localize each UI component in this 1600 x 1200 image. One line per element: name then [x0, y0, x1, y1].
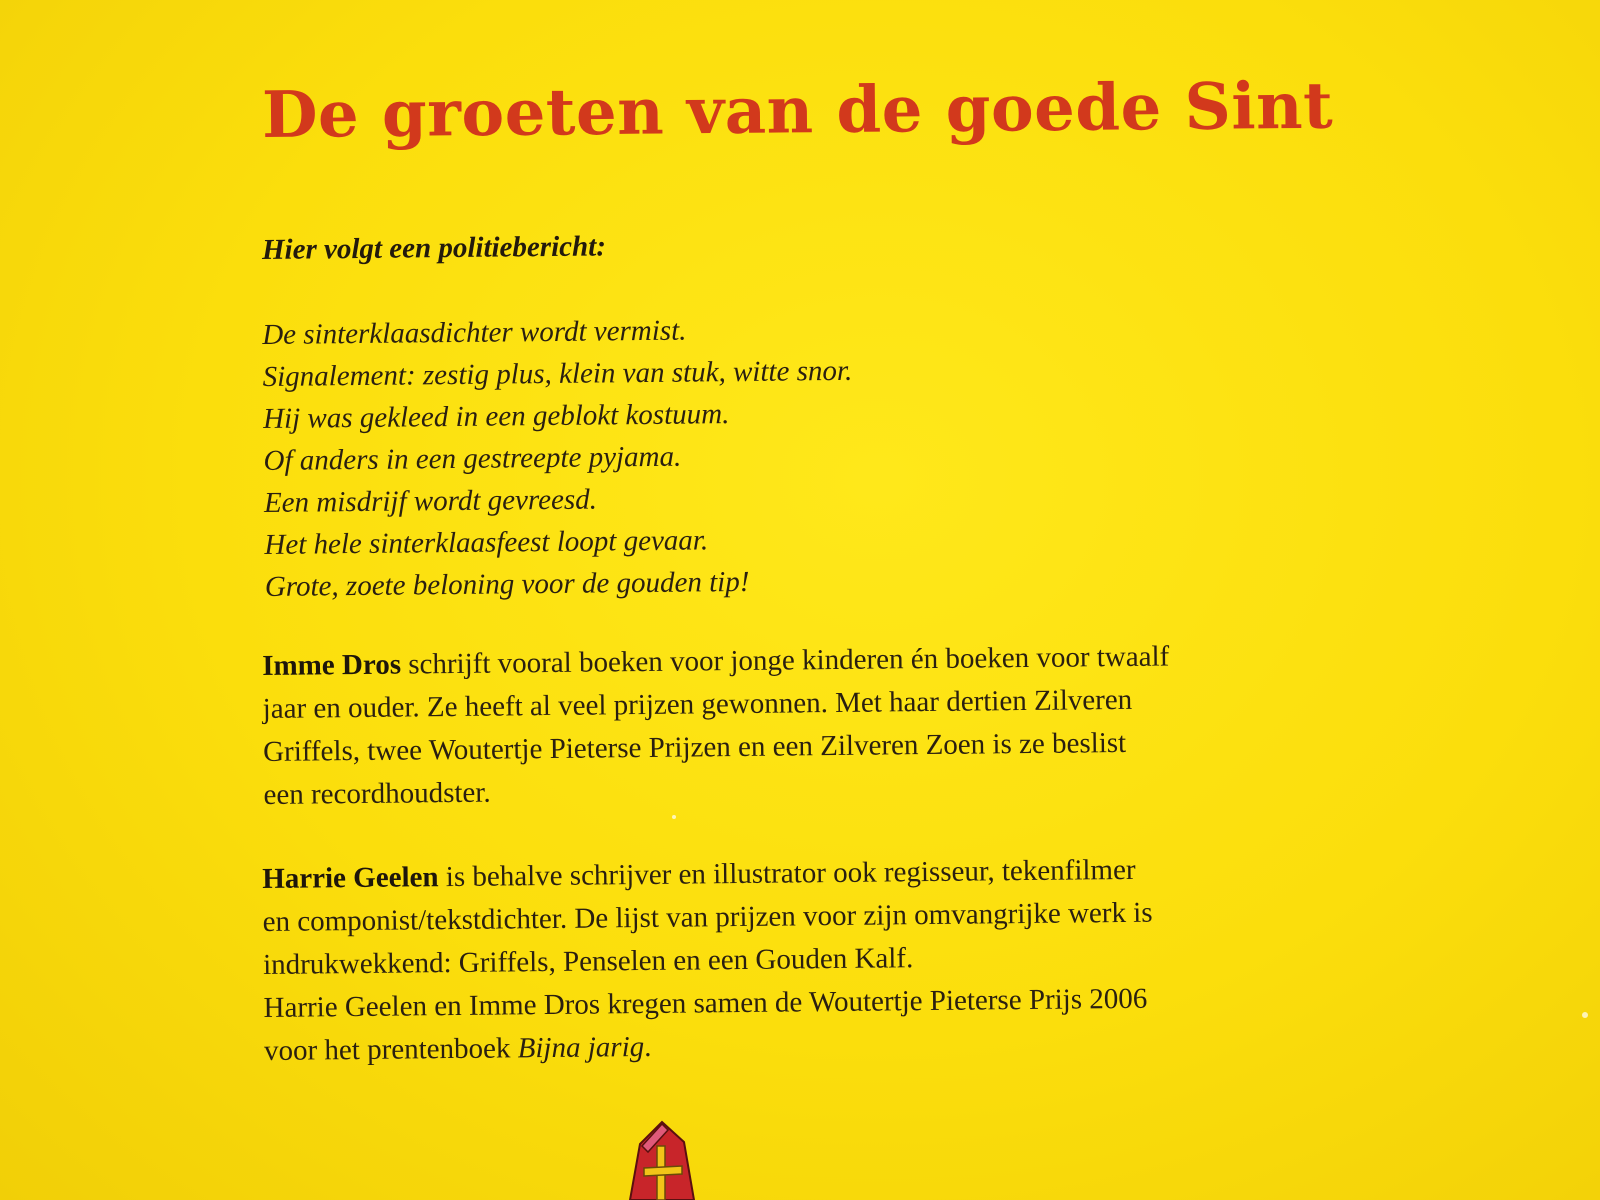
bio-text: .	[643, 1030, 652, 1064]
paper-speck	[1582, 1012, 1588, 1018]
poem-line: Of anders in een gestreepte pyjama.	[263, 440, 682, 477]
author-name: Harrie Geelen	[262, 861, 439, 895]
paper-speck	[672, 815, 676, 819]
bio-line: jaar en ouder. Ze heeft al veel prijzen gewonnen. Met haar dertien Zilveren	[262, 683, 1133, 725]
intro-line: Hier volgt een politiebericht:	[261, 230, 607, 266]
bio-line: indrukwekkend: Griffels, Penselen en een Gouden Kalf.	[262, 942, 914, 981]
bio-text: schrijft vooral boeken voor jonge kinderen én boeken voor twaalf	[400, 640, 1170, 681]
poem-line: Signalement: zestig plus, klein van stuk, witte snor.	[262, 354, 853, 393]
bio-line: Griffels, twee Woutertje Pieterse Prijzen en een Zilveren Zoen is ze beslist	[262, 726, 1127, 768]
page-title: De groeten van de goede Sint	[261, 68, 1334, 153]
mitre-illustration	[622, 1116, 712, 1200]
author-bio-imme-dros	[262, 633, 1364, 817]
poem-line: Het hele sinterklaasfeest loopt gevaar.	[264, 524, 709, 561]
poem-line: De sinterklaasdichter wordt vermist.	[262, 314, 687, 351]
book-title: Bijna jarig	[517, 1031, 645, 1065]
poem	[262, 308, 855, 608]
poem-line: Een misdrijf wordt gevreesd.	[263, 483, 598, 519]
bio-line: een recordhoudster.	[263, 776, 491, 811]
bio-text: voor het prentenboek	[263, 1032, 518, 1067]
poem-line: Grote, zoete beloning voor de gouden tip!	[264, 565, 750, 603]
author-name: Imme Dros	[262, 648, 402, 682]
author-bio-harrie-geelen	[262, 846, 1364, 1073]
bio-text: is behalve schrijver en illustrator ook regisseur, tekenfilmer	[438, 853, 1136, 894]
poem-line: Hij was gekleed in een geblokt kostuum.	[262, 398, 730, 435]
bio-line: en componist/tekstdichter. De lijst van prijzen voor zijn omvangrijke werk is	[262, 896, 1153, 938]
bio-line: Harrie Geelen en Imme Dros kregen samen de Woutertje Pieterse Prijs 2006	[263, 982, 1148, 1024]
